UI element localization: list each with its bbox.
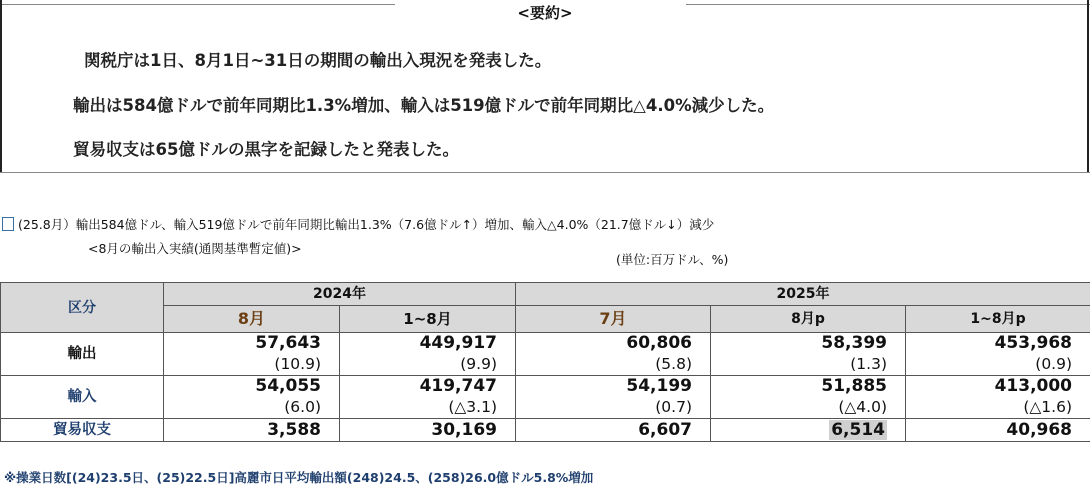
- balance-value: 6,607: [516, 419, 711, 442]
- exports-change: (9.9): [340, 354, 516, 376]
- exports-value: 60,806: [516, 333, 711, 355]
- summary-right-border: [1087, 0, 1089, 172]
- exports-value: 449,917: [340, 333, 516, 355]
- top-rule-right: [686, 4, 1090, 5]
- unit-note: (単位:百万ドル、%): [616, 252, 729, 267]
- trade-table: [0, 282, 1090, 442]
- summary-bottom-rule: [0, 172, 1090, 173]
- imports-change: (0.7): [516, 397, 711, 419]
- balance-value: 30,169: [340, 419, 516, 442]
- table-row-balance: [1, 419, 1090, 442]
- table-title: <8月の輸出入実績(通関基準暫定値)>: [88, 241, 302, 256]
- summary-line-2: 輸出は584億ドルで前年同期比1.3%増加、輸入は519億ドルで前年同期比△4.0%減少した。: [73, 96, 775, 115]
- imports-value: 54,199: [516, 376, 711, 398]
- headline: [2, 215, 714, 233]
- period-header: 8月: [164, 306, 340, 333]
- exports-value: 58,399: [711, 333, 906, 355]
- headline-text: (25.8月）輸出584億ドル、輸入519億ドルで前年同期比輸出1.3%（7.6億ドル↑）増加、輸入△4.0%（21.7億ドル↓）減少: [18, 217, 715, 232]
- top-rule-left: [0, 4, 395, 5]
- exports-value: 57,643: [164, 333, 340, 355]
- period-header: 1~8月p: [906, 306, 1090, 333]
- year-2024-header: 2024年: [164, 283, 516, 306]
- summary-heading: <要約>: [517, 4, 573, 22]
- period-header: 7月: [516, 306, 711, 333]
- row-label-imports: 輸入: [1, 376, 164, 419]
- balance-value-highlighted: 6,514: [831, 419, 885, 440]
- footnote: ※操業日数[(24)23.5日、(25)22.5日]高麗市日平均輸出額(248)24.5、(258)26.0億ドル5.8%増加: [4, 470, 594, 485]
- exports-change: (1.3): [711, 354, 906, 376]
- imports-value: 419,747: [340, 376, 516, 398]
- table-row-imports-change: [1, 397, 1090, 419]
- summary-line-1: 関税庁は1日、8月1日~31日の期間の輸出入現況を発表した。: [84, 51, 552, 70]
- summary-line-3: 貿易収支は65億ドルの黒字を記録したと発表した。: [73, 140, 459, 159]
- table-row-exports: [1, 333, 1090, 355]
- balance-value: 40,968: [906, 419, 1090, 442]
- exports-change: (10.9): [164, 354, 340, 376]
- checkbox-icon: [2, 217, 14, 231]
- imports-change: (△4.0): [711, 397, 906, 419]
- imports-value: 413,000: [906, 376, 1090, 398]
- row-label-exports: 輸出: [1, 333, 164, 376]
- table-row-imports: [1, 376, 1090, 398]
- period-header: 8月p: [711, 306, 906, 333]
- exports-value: 453,968: [906, 333, 1090, 355]
- summary-left-border: [0, 0, 2, 172]
- table-row-exports-change: [1, 354, 1090, 376]
- row-label-balance: 貿易収支: [1, 419, 164, 442]
- exports-change: (5.8): [516, 354, 711, 376]
- imports-change: (△1.6): [906, 397, 1090, 419]
- imports-change: (6.0): [164, 397, 340, 419]
- exports-change: (0.9): [906, 354, 1090, 376]
- balance-value: 3,588: [164, 419, 340, 442]
- year-2025-header: 2025年: [516, 283, 1090, 306]
- imports-value: 54,055: [164, 376, 340, 398]
- imports-value: 51,885: [711, 376, 906, 398]
- imports-change: (△3.1): [340, 397, 516, 419]
- period-header: 1~8月: [340, 306, 516, 333]
- category-header: 区分: [1, 283, 164, 333]
